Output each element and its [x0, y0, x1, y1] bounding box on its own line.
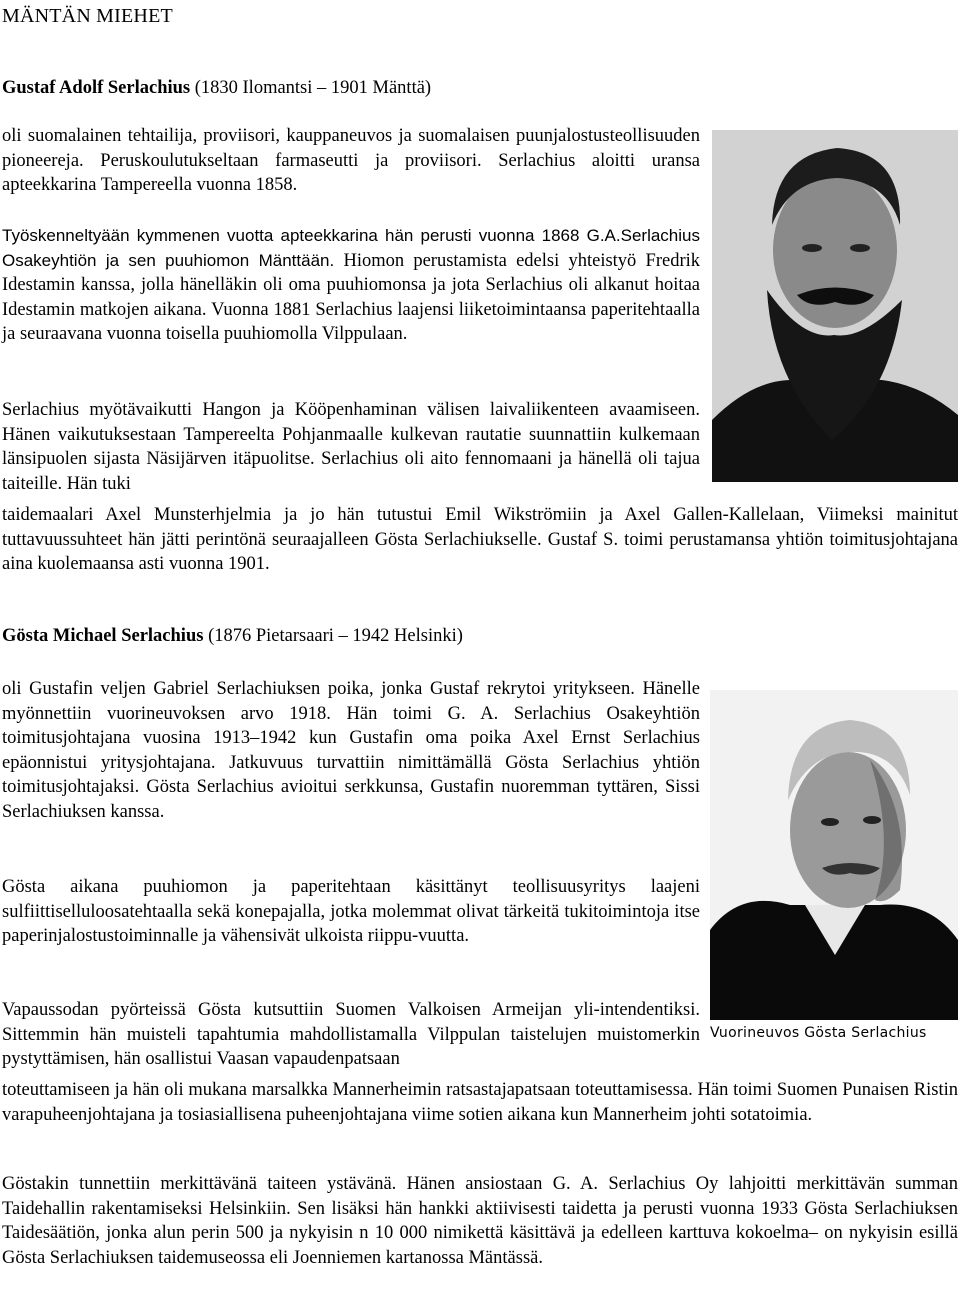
section2-para3: Vapaussodan pyörteissä Gösta kutsuttiin Suomen Valkoisen Armeijan yli-intendentiksi. Sittemmin hän muisteli tapahtumia mahdollistamalla Vilppulan taistelujen muistomerkin pystyttämisen, hän osallistui Vaasan vapaudenpatsaan [2, 1000, 700, 1070]
section1-para2-start: Työskenneltyään kymmenen vuotta apteekkarina hän perusti vuonna 1868 G.A.Serlachius Osakeyhtiön ja sen puuhiomon Mänttään. [2, 226, 700, 270]
section2-dates: (1876 Pietarsaari – 1942 Helsinki) [208, 626, 463, 646]
section1-dates: (1830 Ilomantsi – 1901 Mänttä) [194, 78, 432, 98]
section2-para1: oli Gustafin veljen Gabriel Serlachiuksen poika, jonka Gustaf rekrytoi yritykseen. Hänelle myönnettiin vuorineuvoksen arvo 1918. Hän toimi G. A. Serlachius Osakeyhtiön toimitusjohtajana vuosina 1913–1942 kun Gustafin oma poika Axel Ernst Serlachius epäonnistui yritysjohtajana. Jatkuvuus turvattiin nimittämällä Gösta Serlachius yhtiön toimitusjohtajaksi. Gösta Serlachius avioitui serkkunsa, Gustafin nuoremman tyttären, Sissi Serlachiuksen kanssa. [2, 679, 700, 822]
portrait-gustaf-image [712, 130, 958, 482]
section2-para2: Gösta aikana puuhiomon ja paperitehtaan käsittänyt teollisuusyritys laajeni sulfiittiselluloosatehtaalla sekä konepajalla, jotka molemmat olivat tärkeitä tukitoimintoja itse paperinjalostustoiminnalle ja vähensivät ulkoista riippu-vuutta. [2, 877, 700, 947]
section1-para2-rest: Hiomon perustamista edelsi yhteistyö Fredrik Idestamin kanssa, jolla hänelläkin oli oma puuhiomonsa ja jota Serlachius oli alkanut hoitaa Idestamin matkojen aikana. Vuonna 1881 Serlachius laajensi liiketoimintaansa paperitehtaalla ja seuraavana vuonna toisella puuhiomolla Vilppulaan. [2, 250, 700, 345]
section2-para4: Göstakin tunnettiin merkittävänä taiteen ystävänä. Hänen ansiostaan G. A. Serlachius Oy lahjoitti merkittävän summan Taidehallin rakentamiseksi Helsinkiin. Sen lisäksi hän hankki aktiivisesti taidetta ja perusti vuonna 1933 Gösta Serlachiuksen Taidesäätiön, jonka alun perin 500 ja nykyisin n 10 000 nimikettä käsittävä ja edelleen karttuva kokoelma– on nykyisin esillä Gösta Serlachiuksen taidemuseossa eli Joenniemen kartanossa Mäntässä. [2, 1174, 958, 1268]
section2-para3-cont: toteuttamiseen ja hän oli mukana marsalkka Mannerheimin ratsastajapatsaan toteuttamisessa. Hän toimi Suomen Punaisen Ristin varapuheenjohtajana ja tosiasiallisena puheenjohtajana viime sotien aikana kun Mannerheim johti sotatoimia. [2, 1080, 958, 1125]
section1-para1: oli suomalainen tehtailija, proviisori, kauppaneuvos ja suomalaisen puunjalostusteollisuuden pioneereja. Peruskoulutukseltaan farmaseutti ja proviisori. Serlachius aloitti uransa apteekkarina Tampereella vuonna 1858. [2, 126, 700, 196]
photo2-caption: Vuorineuvos Gösta Serlachius [710, 1025, 927, 1041]
section2-name: Gösta Michael Serlachius [2, 626, 204, 646]
page-title: MÄNTÄN MIEHET [2, 5, 173, 27]
portrait-gustaf-serlachius [712, 130, 958, 482]
section1-heading [2, 76, 431, 100]
section2-heading [2, 624, 463, 648]
section1-para3: Serlachius myötävaikutti Hangon ja Kööpenhaminan välisen laivaliikenteen avaamiseen. Hänen vaikutuksestaan Tampereelta Pohjanmaalle kulkevan rautatie suunnattiin kulkemaan länsipuolen sijasta Näsijärven itäpuolitse. Serlachius oli aito fennomaani ja hänellä oli tajua taiteille. Hän tuki [2, 400, 700, 494]
portrait-gosta-image [710, 690, 958, 1020]
portrait-gosta-serlachius [710, 690, 958, 1020]
section1-para3-cont: taidemaalari Axel Munsterhjelmia ja jo hän tutustui Emil Wikströmiin ja Axel Gallen-Kallelaan, Viimeksi mainitut tuttavuussuhteet hän jätti perintönä seuraajalleen Gösta Serlachiukselle. Gustaf S. toimi perustamansa yhtiön toimitusjohtajana aina kuolemaansa asti vuonna 1901. [2, 505, 958, 575]
section1-name: Gustaf Adolf Serlachius [2, 78, 191, 98]
section1-para2 [2, 224, 700, 347]
